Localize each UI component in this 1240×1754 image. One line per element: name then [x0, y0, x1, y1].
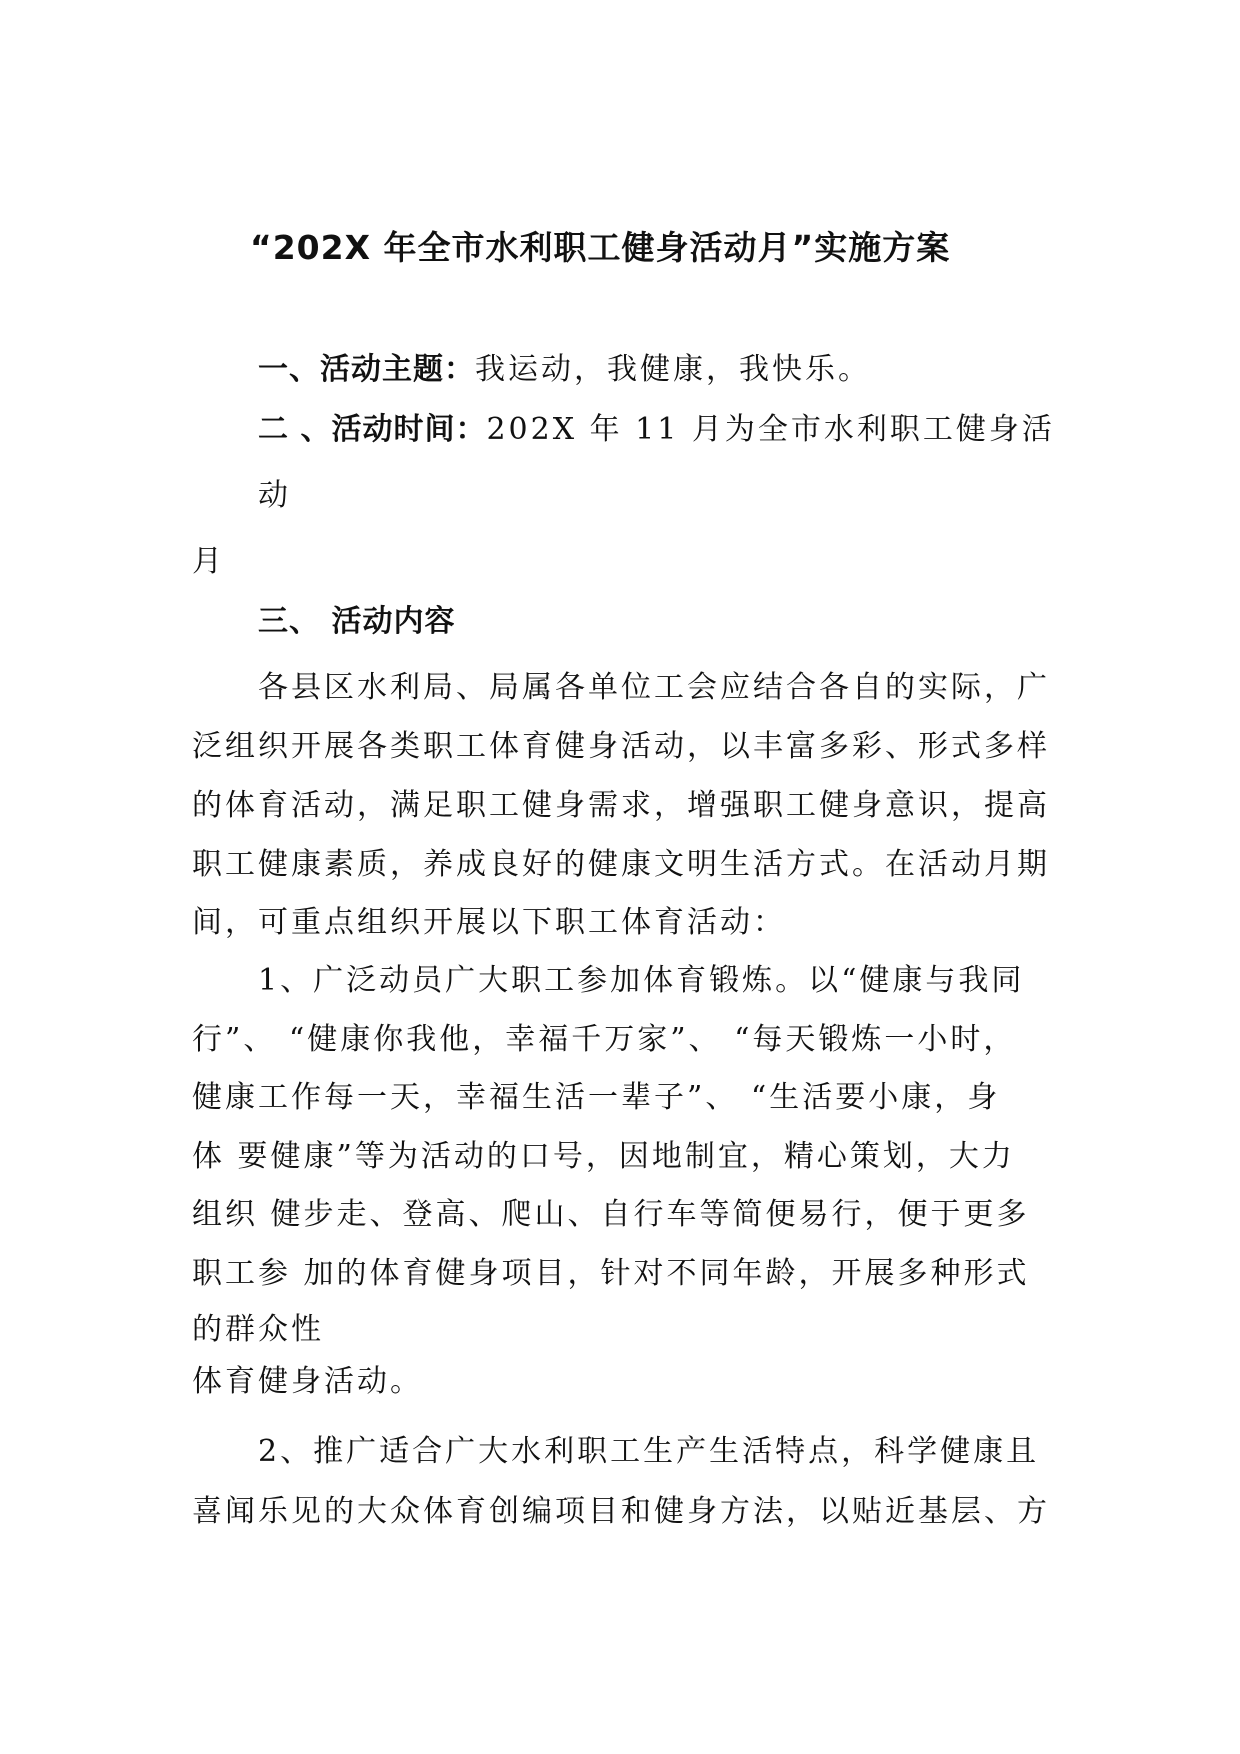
intro-line-1: 各县区水利局、局属各单位工会应结合各自的实际，广: [258, 670, 1050, 705]
section-2-wrap-1: 动: [258, 478, 291, 513]
intro-line-5: 间，可重点组织开展以下职工体育活动：: [192, 905, 786, 940]
item-1-line-6: 职工参 加的体育健身项目，针对不同年龄，开展多种形式: [192, 1256, 1030, 1291]
item-1-line-7: 的群众性: [192, 1312, 324, 1347]
intro-line-4: 职工健康素质，养成良好的健康文明生活方式。在活动月期: [192, 847, 1050, 882]
section-1: [258, 352, 871, 388]
intro-line-3: 的体育活动，满足职工健身需求，增强职工健身意识，提高: [192, 788, 1050, 823]
section-3-heading: 三、 活动内容: [258, 604, 456, 639]
item-1-line-8: 体育健身活动。: [192, 1364, 423, 1399]
item-1-line-2: 行”、 “健康你我他，幸福千万家”、 “每天锻炼一小时，: [192, 1022, 1017, 1057]
item-2-line-1: 2、推广适合广大水利职工生产生活特点，科学健康且: [258, 1434, 1040, 1469]
document-title: “202X 年全市水利职工健身活动月”实施方案: [250, 228, 951, 267]
section-2: [258, 412, 1055, 448]
section-2-label: 二 、活动时间：: [258, 412, 487, 447]
item-1-line-4: 体 要健康”等为活动的口号，因地制宜，精心策划，大力: [192, 1139, 1015, 1174]
item-1-line-3: 健康工作每一天，幸福生活一辈子”、 “生活要小康，身: [192, 1080, 1001, 1115]
section-1-label: 一、活动主题：: [258, 352, 475, 387]
intro-line-2: 泛组织开展各类职工体育健身活动，以丰富多彩、形式多样: [192, 729, 1050, 764]
item-1-line-1: 1、广泛动员广大职工参加体育锻炼。以“健康与我同: [258, 963, 1025, 998]
section-2-wrap-2: 月: [192, 544, 225, 579]
item-2-line-2: 喜闻乐见的大众体育创编项目和健身方法，以贴近基层、方: [192, 1494, 1050, 1529]
item-1-line-5: 组织 健步走、登高、爬山、自行车等简便易行，便于更多: [192, 1197, 1030, 1232]
section-2-text: 202X 年 11 月为全市水利职工健身活: [486, 412, 1055, 447]
section-1-text: 我运动，我健康，我快乐。: [475, 352, 871, 387]
